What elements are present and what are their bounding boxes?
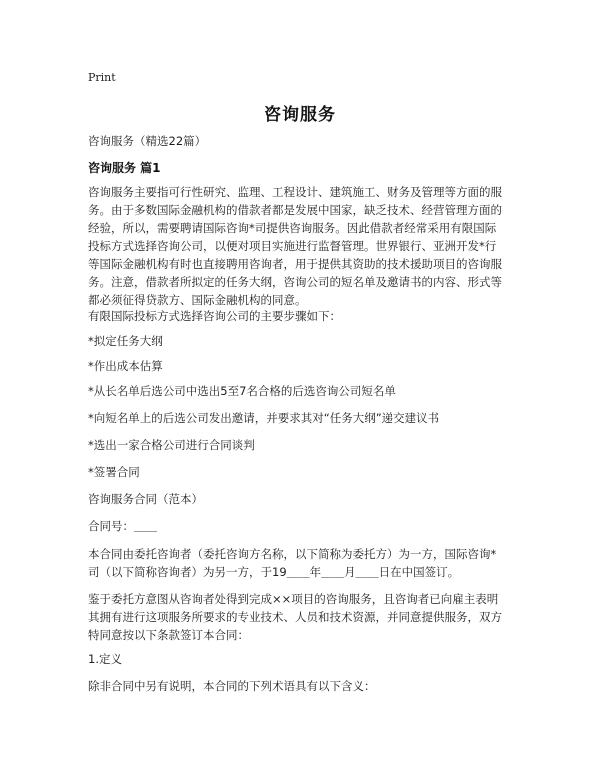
step-item: *签署合同	[88, 465, 140, 479]
paragraph-line: 本合同由委托咨询者（委托咨询方名称，以下简称为委托方）为一方，国际咨询*	[88, 547, 497, 561]
paragraph-line: 咨询服务主要指可行性研究、监理、工程设计、建筑施工、财务及管理等方面的服	[88, 185, 502, 199]
paragraph-line: 等国际金融机构有时也直接聘用咨询者，用于提供其资助的技术援助项目的咨询服	[88, 257, 502, 271]
page-title: 咨询服务	[264, 105, 336, 125]
paragraph-line: 投标方式选择咨询公司，以便对项目实施进行监督管理。世界银行、亚洲开发*行	[88, 239, 497, 253]
document-subtitle: 咨询服务（精选22篇）	[88, 134, 207, 148]
section-heading: 咨询服务 篇1	[88, 161, 161, 175]
contract-title: 咨询服务合同（范本）	[88, 492, 203, 506]
contract-paragraph-2	[88, 590, 516, 644]
paragraph-line: 务。由于多数国际金融机构的借款者都是发展中国家，缺乏技术、经营管理方面的	[88, 203, 502, 217]
step-item: *从长名单后选公司中选出5至7名合格的后选咨询公司短名单	[88, 384, 396, 398]
paragraph-line: 司（以下简称咨询者）为另一方，于19＿＿年＿＿月＿＿日在中国签订。	[88, 565, 460, 579]
step-item: *选出一家合格公司进行合同谈判	[88, 438, 255, 452]
paragraph-line: 经验，所以，需要聘请国际咨询*司提供咨询服务。因此借款者经常采用有限国际	[88, 221, 497, 235]
paragraph-line: 鉴于委托方意图从咨询者处得到完成××项目的咨询服务，且咨询者已向雇主表明	[88, 592, 499, 606]
step-item: *拟定任务大纲	[88, 334, 163, 348]
contract-number: 合同号：＿＿	[88, 519, 157, 533]
definitions-heading: 1.定义	[88, 652, 122, 666]
definitions-intro: 除非合同中另有说明，本合同的下列术语具有以下含义：	[88, 679, 376, 693]
intro-paragraph	[88, 183, 516, 309]
paragraph-line: 都必须征得贷款方、国际金融机构的同意。	[88, 293, 307, 307]
steps-intro: 有限国际投标方式选择咨询公司的主要步骤如下：	[88, 309, 341, 323]
paragraph-line: 其拥有进行这项服务所要求的专业技术、人员和技术资源，并同意提供服务，双方	[88, 610, 502, 624]
contract-paragraph-1	[88, 545, 516, 581]
step-item: *向短名单上的后选公司发出邀请，并要求其对“任务大纲”递交建议书	[88, 411, 440, 425]
print-label: Print	[88, 71, 116, 84]
paragraph-line: 务。注意，借款者所拟定的任务大纲，咨询公司的短名单及邀请书的内容、形式等	[88, 275, 502, 289]
step-item: *作出成本估算	[88, 359, 163, 373]
paragraph-line: 特同意按以下条款签订本合同：	[88, 628, 249, 642]
